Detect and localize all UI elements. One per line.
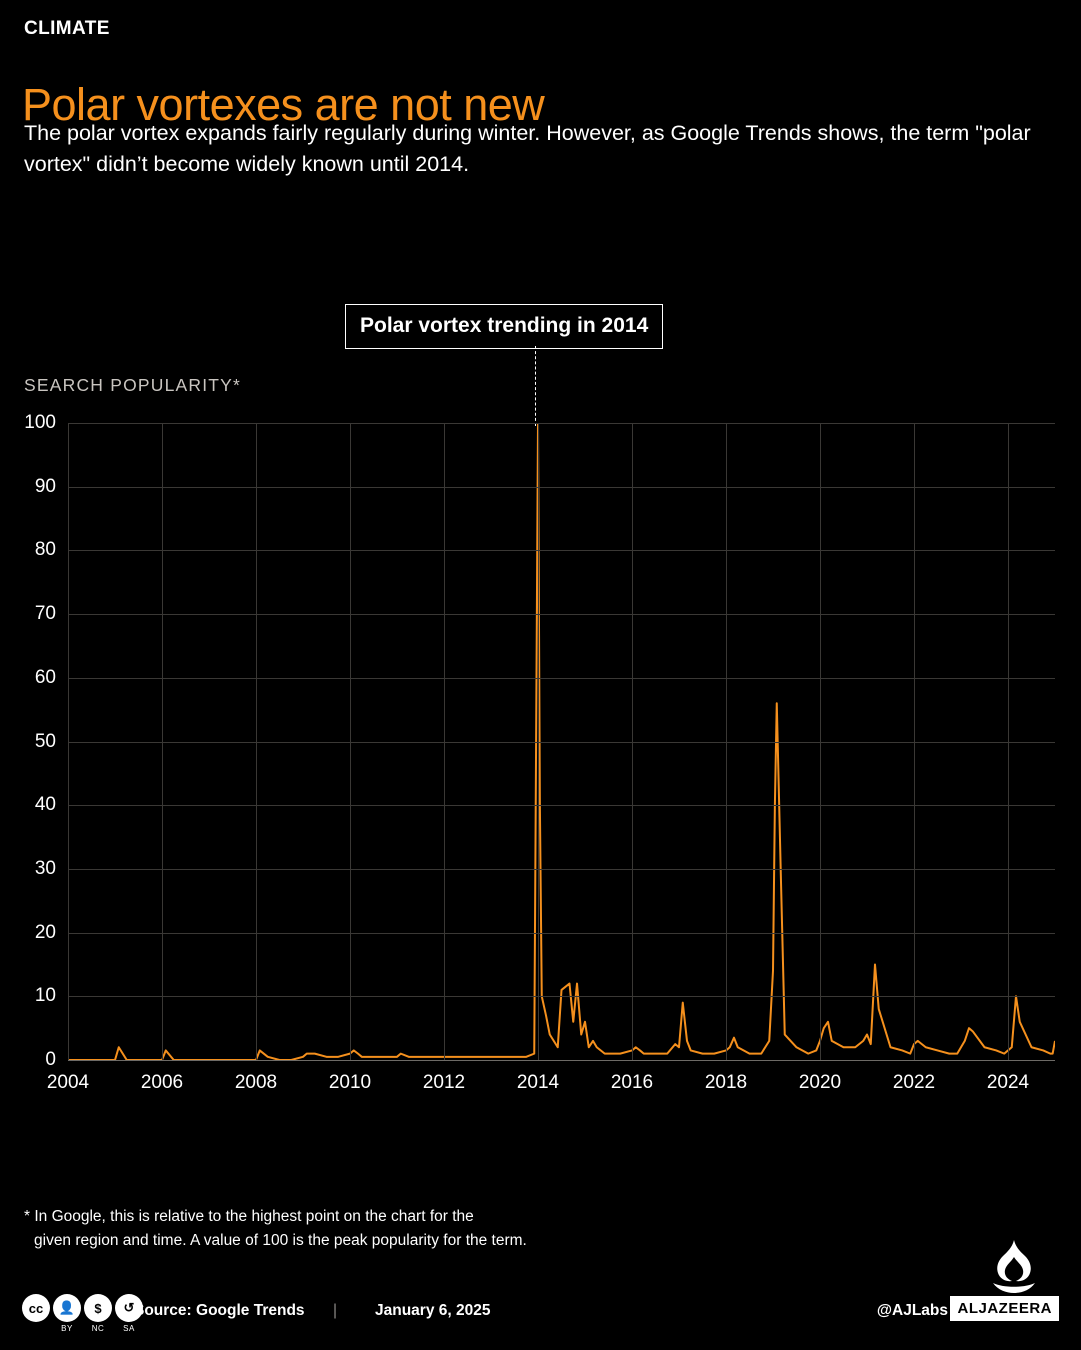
gridline-vertical [538,423,539,1060]
plot-area [24,412,1055,1093]
y-axis-tick-label: 0 [45,1049,56,1070]
gridline-vertical [820,423,821,1060]
gridline-horizontal [68,933,1055,934]
cc-badge-sa: ↺ [115,1294,143,1322]
gridline-horizontal [68,487,1055,488]
gridline-vertical [256,423,257,1060]
chart-container [0,280,1081,1110]
gridline-horizontal [68,678,1055,679]
x-axis-tick-label: 2024 [986,1072,1030,1093]
gridline-horizontal [68,996,1055,997]
y-axis-tick-label: 30 [34,857,56,879]
y-axis-tick-label: 70 [34,603,56,625]
x-axis-tick-label: 2006 [140,1072,184,1093]
y-axis-tick-label: 10 [34,985,56,1007]
cc-label-sa: SA [123,1324,135,1333]
gridline-vertical [1008,423,1009,1060]
footer [0,1286,1081,1350]
footnote-line-1: * In Google, this is relative to the highest point on the chart for the [24,1208,474,1225]
footnote [24,1205,724,1253]
footer-separator: | [333,1302,338,1319]
y-axis-tick-label: 90 [34,475,56,497]
x-axis-tick-label: 2022 [892,1072,936,1093]
gridline-vertical [68,423,69,1060]
gridline-vertical [350,423,351,1060]
gridline-vertical [632,423,633,1060]
y-axis-tick-label: 20 [34,921,56,943]
gridline-horizontal [68,869,1055,870]
chart-annotation-label: Polar vortex trending in 2014 [345,304,663,349]
cc-badge-by: 👤 [53,1294,81,1322]
kicker: CLIMATE [24,18,110,39]
x-axis-tick-label: 2004 [46,1072,90,1093]
gridline-horizontal [68,1060,1055,1061]
cc-labels [22,1324,143,1333]
x-axis-tick-label: 2020 [798,1072,842,1093]
gridline-horizontal [68,423,1055,424]
x-axis-tick-label: 2012 [422,1072,466,1093]
gridline-vertical [162,423,163,1060]
x-axis-tick-label: 2008 [234,1072,278,1093]
y-axis-title: SEARCH POPULARITY* [24,375,242,395]
aljazeera-wordmark: ALJAZEERA [950,1296,1059,1321]
y-axis-tick-label: 80 [34,539,56,561]
y-axis-tick-label: 100 [24,412,56,433]
y-axis-tick-label: 50 [34,730,56,752]
x-axis-tick-label: 2010 [328,1072,372,1093]
x-axis-tick-label: 2016 [610,1072,654,1093]
standfirst: The polar vortex expands fairly regularly during winter. However, as Google Trends shows, the term "polar vortex" didn’t become widely known until 2014. [24,121,1031,177]
gridline-vertical [444,423,445,1060]
footnote-line-2: given region and time. A value of 100 is the peak popularity for the term. [34,1232,527,1250]
cc-badge-nc: $ [84,1294,112,1322]
cc-label-0 [22,1324,50,1333]
cc-badge-cc: cc [22,1294,50,1322]
gridline-horizontal [68,614,1055,615]
gridline-horizontal [68,805,1055,806]
page-title: Polar vortexes are not new [22,79,545,131]
cc-label-by: BY [61,1324,73,1333]
creative-commons-icon [22,1294,143,1322]
y-axis-tick-label: 60 [34,666,56,688]
gridline-vertical [726,423,727,1060]
chart-annotation-line [535,346,536,426]
gridline-horizontal [68,550,1055,551]
aljazeera-logo-icon [983,1238,1045,1294]
cc-label-nc: NC [91,1324,105,1333]
x-axis-tick-label: 2014 [516,1072,560,1093]
y-axis-tick-label: 40 [34,794,56,816]
gridline-vertical [914,423,915,1060]
social-handle: @AJLabs [876,1302,948,1319]
publish-date: January 6, 2025 [375,1302,491,1319]
source-label: Source: Google Trends [134,1302,305,1319]
gridline-horizontal [68,742,1055,743]
x-axis-tick-label: 2018 [704,1072,748,1093]
